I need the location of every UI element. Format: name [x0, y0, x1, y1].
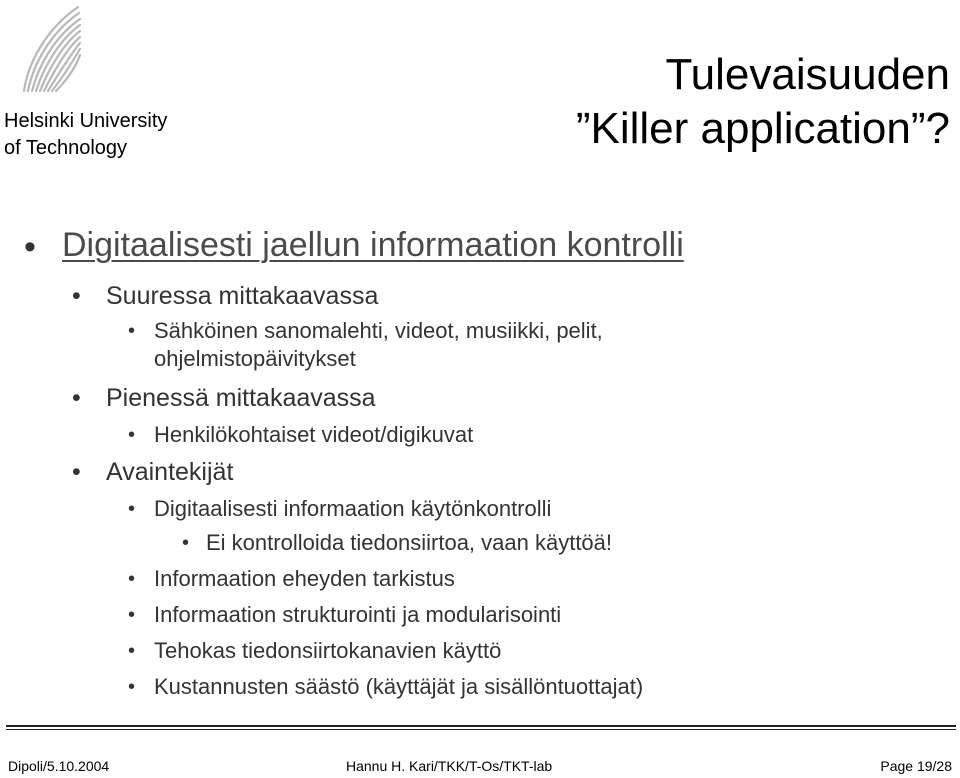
bullet-icon: •: [128, 424, 136, 446]
sub-sub-bullet: Kustannusten säästö (käyttäjät ja sisällöntuottajat): [154, 674, 644, 699]
main-bullet-text: Digitaalisesti jaellun informaation kontrolli: [62, 226, 684, 264]
footer-date: Dipoli/5.10.2004: [8, 758, 110, 774]
sub-sub-bullet-continuation: ohjelmistopäivitykset: [154, 346, 356, 371]
sub-sub-bullet: Digitaalisesti informaation käytönkontrolli: [154, 496, 552, 521]
bullet-icon: •: [24, 228, 36, 266]
sub-bullet: Suuressa mittakaavassa: [106, 282, 379, 310]
slide-title: [576, 48, 950, 156]
bullet-icon: •: [128, 640, 136, 662]
footer-page-number: Page 19/28: [880, 758, 952, 774]
sub-bullet: Avaintekijät: [106, 458, 234, 486]
bullet-icon: •: [128, 604, 136, 626]
bullet-icon: •: [128, 498, 136, 520]
main-bullet: [62, 226, 684, 265]
university-name: [4, 108, 167, 162]
sub-sub-bullet: Sähköinen sanomalehti, videot, musiikki, pelit,: [154, 318, 603, 343]
sub-sub-bullet: Informaation strukturointi ja modularisointi: [154, 602, 562, 627]
sub-sub-bullet: Informaation eheyden tarkistus: [154, 566, 455, 591]
university-name-line1: Helsinki University: [4, 110, 168, 132]
bullet-icon: •: [182, 532, 190, 554]
level4-bullet: Ei kontrolloida tiedonsiirtoa, vaan käyttöä!: [206, 530, 613, 555]
bullet-icon: •: [128, 320, 136, 342]
slide-title-line1: Tulevaisuuden: [665, 50, 950, 99]
bullet-icon: •: [72, 282, 81, 310]
bullet-icon: •: [72, 384, 81, 412]
sub-bullet: Pienessä mittakaavassa: [106, 384, 376, 412]
footer-author: Hannu H. Kari/TKK/T-Os/TKT-lab: [346, 758, 553, 774]
footer-divider: [6, 725, 956, 727]
bullet-icon: •: [128, 676, 136, 698]
university-logo-icon: [20, 3, 82, 95]
slide-title-line2: ”Killer application”?: [575, 104, 950, 153]
footer-divider-thin: [6, 729, 956, 730]
bullet-icon: •: [128, 568, 136, 590]
sub-sub-bullet: Henkilökohtaiset videot/digikuvat: [154, 422, 474, 447]
sub-sub-bullet: Tehokas tiedonsiirtokanavien käyttö: [154, 638, 502, 663]
university-name-line2: of Technology: [4, 137, 128, 159]
bullet-icon: •: [72, 458, 81, 486]
